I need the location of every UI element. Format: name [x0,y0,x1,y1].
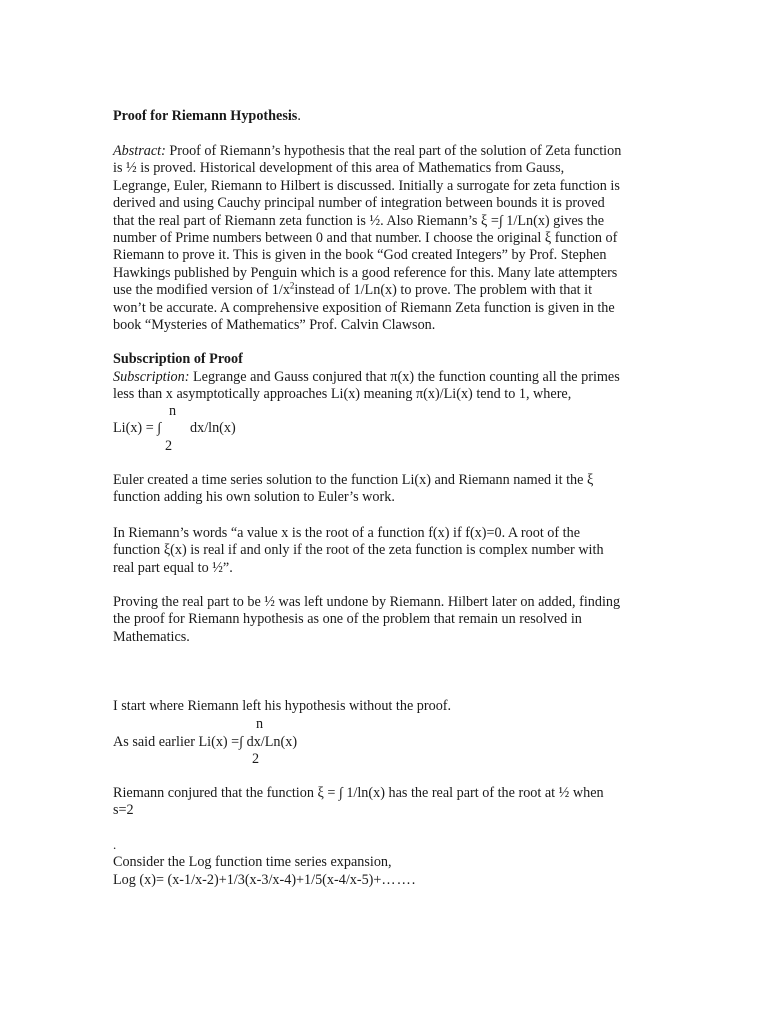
formula1-upper-bound: n [169,403,177,419]
start-line: I start where Riemann left his hypothesis without the proof. [113,698,452,714]
formula2-lower-bound: 2 [252,751,260,767]
stray-dot: . [113,837,117,852]
abstract-label: Abstract: [113,143,166,159]
document-title: Proof for Riemann Hypothesis. [113,108,301,124]
subscription-heading: Subscription of Proof [113,351,243,367]
formula2-upper-bound: n [256,716,264,732]
formula1-integrand: dx/ln(x) [190,420,236,436]
subscription-label: Subscription: [113,369,190,385]
riemann-words-paragraph: In Riemann’s words “a value x is the root of a function f(x) if f(x)=0. A root of the function ξ(x) is real if and only if the root of the zeta function is complex number with real part equal to ½”. [113,525,604,576]
consider-line: Consider the Log function time series expansion, [113,854,392,870]
conjured-paragraph: Riemann conjured that the function ξ = ∫ 1/ln(x) has the real part of the root at ½ when s=2 [113,785,604,819]
formula2-text: As said earlier Li(x) =∫ dx/Ln(x) [113,734,298,750]
formula1-lhs: Li(x) = ∫ [113,420,162,436]
hilbert-paragraph: Proving the real part to be ½ was left undone by Riemann. Hilbert later on added, finding the proof for Riemann hypothesis as one of the problem that remain un resolved in Mathematics. [113,594,621,645]
euler-paragraph: Euler created a time series solution to the function Li(x) and Riemann named it the ξ function adding his own solution to Euler’s work. [113,472,594,506]
abstract-paragraph: Abstract: Proof of Riemann’s hypothesis that the real part of the solution of Zeta function is ½ is proved. Historical development of this area of Mathematics from Gauss, Legrange, Euler, Riemann to Hilbert is discussed. Initially a surrogate for zeta function is derived and using Cauchy principal number of integration between bounds it is proved that the real part of Riemann zeta function is ½. Also Riemann’s ξ =∫ 1/Ln(x) gives the number of Prime numbers between 0 and that number. I choose the original ξ function of Riemann to prove it. This is given in the book “God created Integers” by Prof. Stephen Hawkings published by Penguin which is a good reference for this. Many late attempters use the modified version of $1/x^2instead$ of 1/Ln(x) to prove. The problem with that it won’t be accurate. A comprehensive exposition of Riemann Zeta function is given in the book “Mysteries of Mathematics” Prof. Calvin Clawson. [113,143,622,333]
subscription-paragraph: Subscription: Legrange and Gauss conjured that π(x) the function counting all the primes less than x asymptotically approaches Li(x) meaning π(x)/Li(x) tend to 1, where, [113,369,620,403]
log-series-line: Log (x)= (x-1/x-2)+1/3(x-3/x-4)+1/5(x-4/x-5)+……. [113,872,417,888]
formula1-lower-bound: 2 [165,438,173,454]
